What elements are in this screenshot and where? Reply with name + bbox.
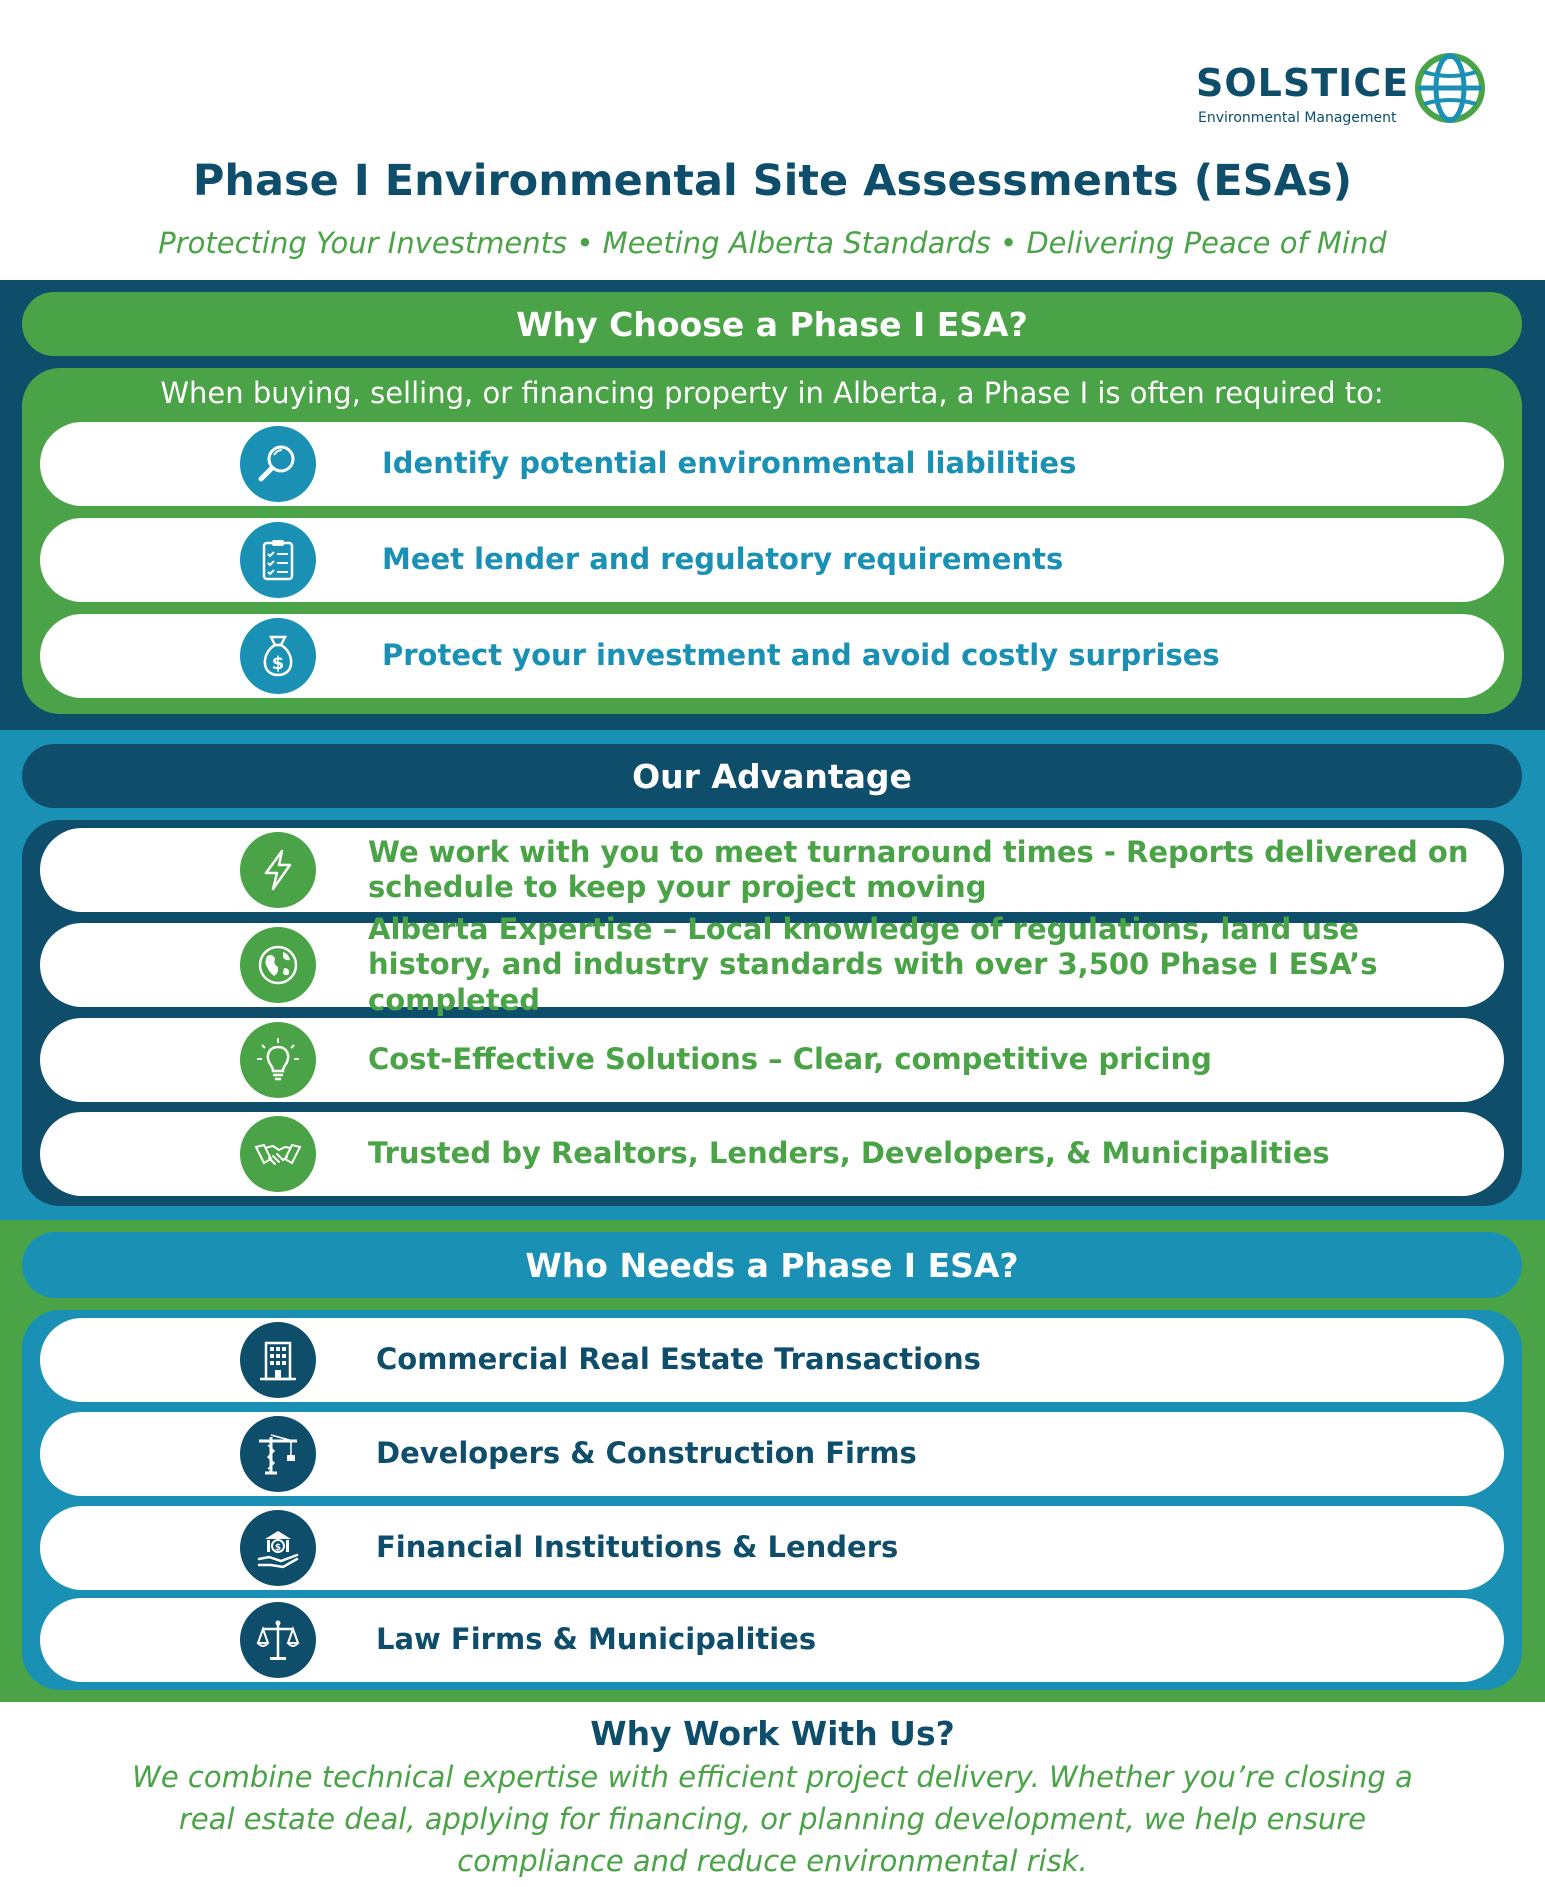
solstice-logo [1190,50,1490,130]
magnifier-icon [240,426,316,502]
advantage-heading: Our Advantage [22,744,1522,808]
who-needs-item-text: Financial Institutions & Lenders [376,1530,899,1565]
why-choose-panel [22,368,1522,714]
lightbulb-icon [240,1022,316,1098]
who-needs-panel [22,1310,1522,1690]
who-needs-item-text: Law Firms & Municipalities [376,1622,817,1657]
crane-icon [240,1416,316,1492]
who-needs-section [0,1220,1545,1702]
who-needs-item [40,1318,1504,1402]
svg-text:$: $ [271,653,285,674]
who-needs-item-text: Developers & Construction Firms [376,1436,917,1471]
who-needs-item [40,1412,1504,1496]
why-choose-section [0,280,1545,730]
why-work-body: We combine technical expertise with efficient project delivery. Whether you’re closing a real estate deal, applying for financing, or planning development, we help ensure compliance and reduce environmental risk. [132,1760,1413,1878]
why-choose-intro: When buying, selling, or financing property in Alberta, a Phase I is often required to: [160,376,1384,410]
why-choose-item [40,422,1504,506]
why-choose-item-text: Identify potential environmental liabilities [382,446,1077,481]
advantage-item [40,1112,1504,1196]
page-subtitle: Protecting Your Investments • Meeting Alberta Standards • Delivering Peace of Mind [158,226,1387,260]
why-choose-item [40,518,1504,602]
advantage-item [40,911,1504,1017]
bank-hand-icon [240,1510,316,1586]
why-choose-item-text: Meet lender and regulatory requirements [382,542,1064,577]
advantage-item-text: Cost-Effective Solutions – Clear, competitive pricing [368,1042,1212,1077]
advantage-item [40,1018,1504,1102]
handshake-icon [240,1116,316,1192]
advantage-section [0,730,1545,1220]
clipboard-checklist-icon [240,522,316,598]
advantage-item-text: Trusted by Realtors, Lenders, Developers, & Municipalities [368,1136,1330,1171]
advantage-item [40,828,1504,912]
logo-tagline: Environmental Management [1198,110,1397,126]
why-choose-item-text: Protect your investment and avoid costly surprises [382,638,1220,673]
svg-text:$: $ [274,1543,282,1553]
why-work-heading: Why Work With Us? [590,1714,955,1753]
advantage-item-text: We work with you to meet turnaround times - Reports delivered on schedule to keep your project moving [368,834,1469,904]
page-title: Phase I Environmental Site Assessments (ESAs) [192,156,1353,206]
globe-icon [240,927,316,1003]
scales-icon [240,1602,316,1678]
who-needs-item-text: Commercial Real Estate Transactions [376,1342,981,1377]
advantage-item-text: Alberta Expertise – Local knowledge of regulations, land use history, and industry standards with over 3,500 Phase I ESA’s completed [368,911,1378,1017]
lightning-icon [240,832,316,908]
building-icon [240,1322,316,1398]
advantage-panel [22,820,1522,1206]
globe-logo-icon [1412,50,1488,126]
who-needs-item [40,1598,1504,1682]
logo-wordmark: SOLSTICE [1196,61,1410,105]
why-choose-item [40,614,1504,698]
why-choose-heading: Why Choose a Phase I ESA? [22,292,1522,356]
who-needs-item [40,1506,1504,1590]
money-bag-icon [240,618,316,694]
who-needs-heading: Who Needs a Phase I ESA? [22,1232,1522,1298]
